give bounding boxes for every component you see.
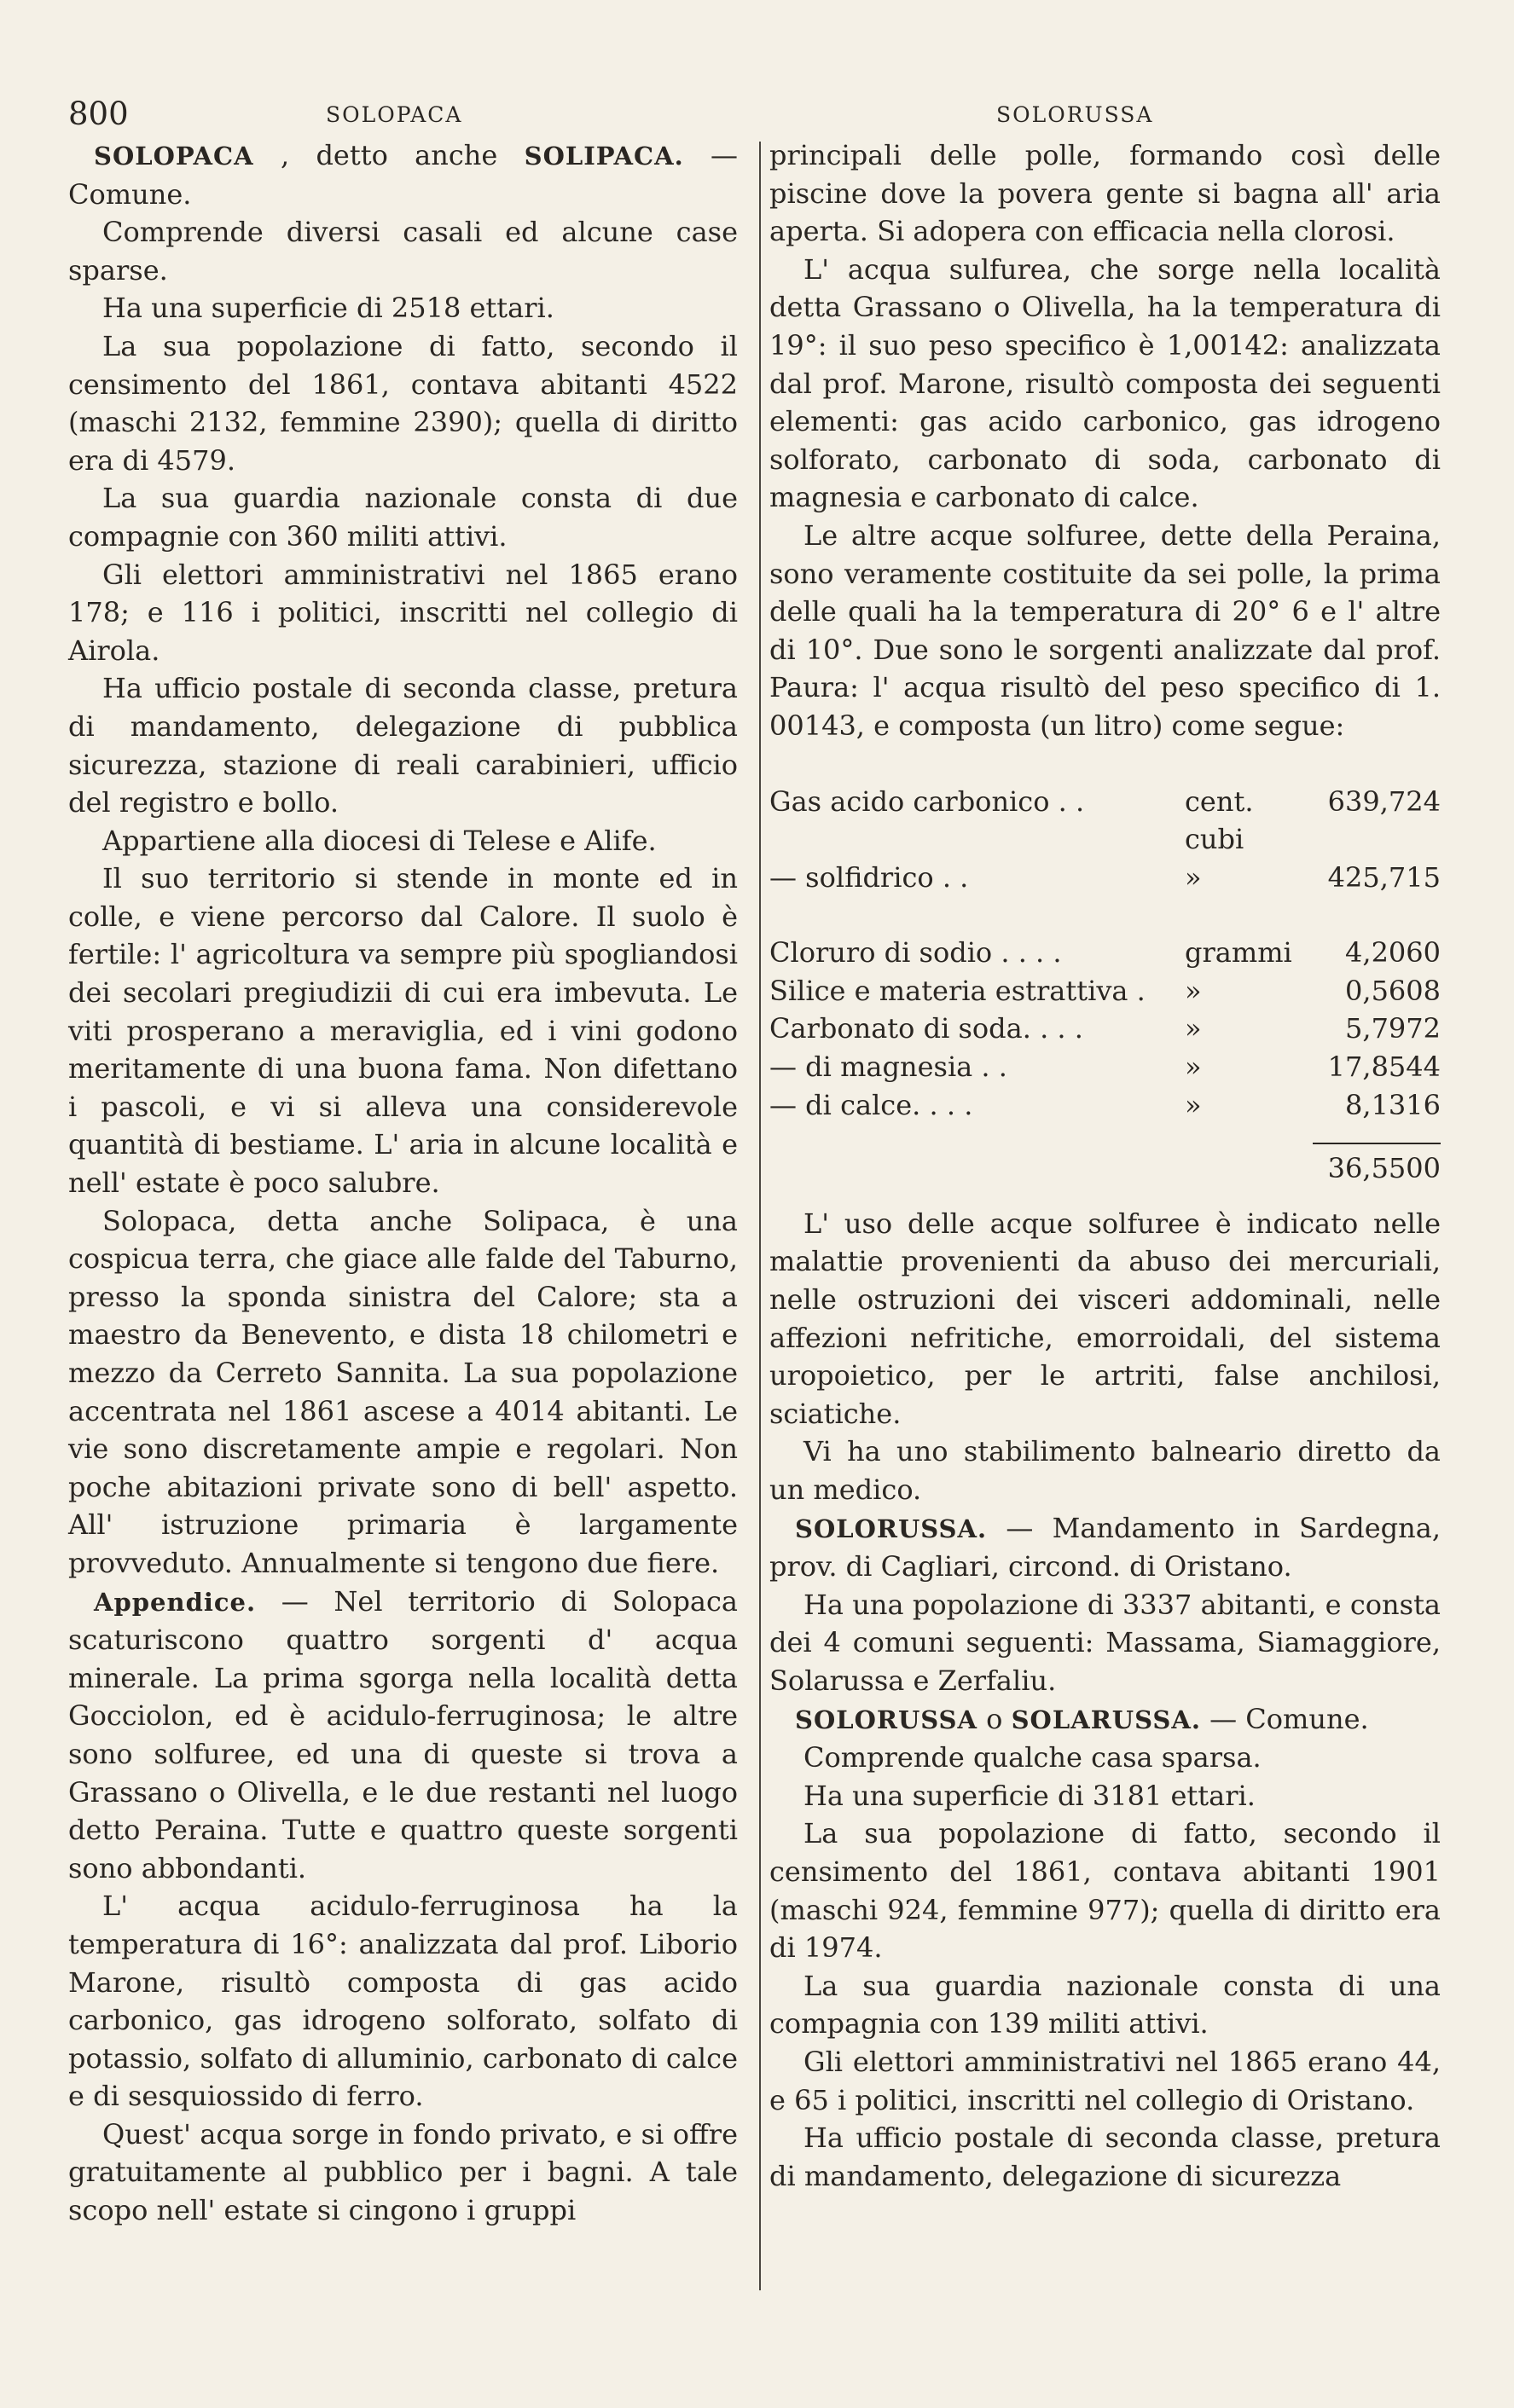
composition-row	[769, 1086, 1441, 1125]
total-rule	[1313, 1143, 1441, 1144]
composition-value: 0,5608	[1345, 974, 1441, 1007]
running-head-left: SOLOPACA	[326, 102, 463, 127]
composition-unit: cent. cubi	[1185, 784, 1254, 856]
paragraph: Ha ufficio postale di seconda classe, pretura di mandamento, delegazione di pubblica sicurezza, stazione di reali carabinieri, ufficio del registro e bollo.	[68, 672, 738, 819]
composition-unit: »	[1185, 974, 1202, 1007]
entry-alt-title: SOLARUSSA.	[1011, 1705, 1201, 1734]
entry-title: SOLORUSSA	[795, 1705, 977, 1734]
salt-composition-table	[769, 934, 1441, 1124]
composition-label: Silice e materia estrattiva .	[769, 974, 1146, 1007]
paragraph: principali delle polle, formando così delle piscine dove la povera gente si bagna all' aria aperta. Si adopera con efficacia nella clorosi.	[769, 139, 1441, 248]
appendix-label: Appendice.	[94, 1587, 257, 1617]
paragraph: L' uso delle acque solfuree è indicato nelle malattie provenienti da abuso dei mercuriali, nelle ostruzioni dei visceri addominali, nelle affezioni nefritiche, emorroidali, del sistema uropoietico, per le artriti, false anchilosi, sciatiche.	[769, 1207, 1441, 1430]
paragraph: L' acqua acidulo-ferruginosa ha la temperatura di 16°: analizzata dal prof. Liborio Marone, risultò composta di gas acido carbonico, gas idrogeno solforato, solfato di potassio, solfato di alluminio, carbonato di calce e di sesquiossido di ferro.	[68, 1890, 738, 2113]
composition-unit: grammi	[1185, 936, 1292, 970]
page-number: 800	[68, 96, 129, 132]
entry-heading-solorussa-comune	[769, 1700, 1441, 1739]
composition-row	[769, 783, 1441, 859]
paragraph: Vi ha uno stabilimento balneario diretto da un medico.	[769, 1435, 1441, 1506]
composition-row	[769, 972, 1441, 1010]
composition-value: 8,1316	[1345, 1088, 1441, 1121]
paragraph: Gli elettori amministrativi nel 1865 erano 44, e 65 i politici, inscritti nel collegio di Oristano.	[769, 2045, 1441, 2116]
paragraph: La sua guardia nazionale consta di due compagnie con 360 militi attivi.	[68, 482, 738, 553]
composition-row	[769, 934, 1441, 972]
left-column	[68, 136, 738, 2230]
composition-row	[769, 859, 1441, 897]
paragraph: La sua popolazione di fatto, secondo il censimento del 1861, contava abitanti 4522 (maschi 2132, femmine 2390); quella di diritto era di 4579.	[68, 329, 738, 477]
right-column	[769, 136, 1441, 2195]
paragraph: Comprende qualche casa sparsa.	[803, 1741, 1262, 1774]
composition-unit: »	[1185, 1088, 1202, 1121]
paragraph: Ha una popolazione di 3337 abitanti, e consta dei 4 comuni seguenti: Massama, Siamaggiore, Solarussa e Zerfaliu.	[769, 1588, 1441, 1697]
composition-unit: »	[1185, 1012, 1202, 1045]
entry-title-connector: , detto anche	[253, 139, 525, 171]
paragraph: Comprende diversi casali ed alcune case sparse.	[68, 216, 738, 287]
composition-label: — di calce. . . .	[769, 1088, 973, 1121]
composition-unit: »	[1185, 1051, 1202, 1084]
composition-value: 17,8544	[1327, 1051, 1441, 1084]
composition-row	[769, 1010, 1441, 1048]
composition-label: — di magnesia . .	[769, 1051, 1007, 1084]
entry-alt-title: SOLIPACA.	[524, 142, 684, 171]
composition-label: — solfidrico . .	[769, 860, 969, 894]
paragraph: L' acqua sulfurea, che sorge nella località detta Grassano o Olivella, ha la temperatura di 19°: il suo peso specifico è 1,00142: analizzata dal prof. Marone, risultò composta dei seguenti elementi: gas acido carbonico, gas idrogeno solforato, carbonato di soda, carbonato di magnesia e carbonato di calce.	[769, 252, 1441, 514]
composition-value: 639,724	[1327, 784, 1441, 818]
composition-row	[769, 1048, 1441, 1086]
composition-label: Carbonato di soda. . . .	[769, 1012, 1083, 1045]
appendix-text: — Nel territorio di Solopaca scaturiscono quattro sorgenti d' acqua minerale. La prima sgorga nella località detta Gocciolon, ed è acidulo-ferruginosa; le altre sono solfuree, ed una di queste si trova a Grassano o Olivella, e le due restanti nel luogo detto Peraina. Tutte e quattro queste sorgenti sono abbondanti.	[68, 1584, 738, 1884]
entry-title: SOLOPACA	[94, 142, 254, 171]
composition-value: 5,7972	[1345, 1012, 1441, 1045]
paragraph: Il suo territorio si stende in monte ed in colle, e viene percorso dal Calore. Il suolo è fertile: l' agricoltura va sempre più spogliandosi dei secolari pregiudizii di cui era imbevuta. Le viti prosperano a meraviglia, ed i vini godono meritamente di una buona fama. Non difettano i pascoli, e vi si alleva una considerevole quantità di bestiame. L' aria in alcune località e nell' estate è poco salubre.	[68, 862, 738, 1200]
entry-heading-solorussa-mandamento	[769, 1509, 1441, 1586]
composition-label: Gas acido carbonico . .	[769, 784, 1085, 818]
paragraph: Ha una superficie di 3181 ettari.	[803, 1779, 1256, 1812]
paragraph: Le altre acque solfuree, dette della Peraina, sono veramente costituite da sei polle, la prima delle quali ha la temperatura di 20° 6 e l' altre di 10°. Due sono le sorgenti analizzate dal prof. Paura: l' acqua risultò del peso specifico di 1. 00143, e composta (un litro) come segue:	[769, 518, 1441, 742]
paragraph: Quest' acqua sorge in fondo privato, e si offre gratuitamente al pubblico per i bagni. A tale scopo nell' estate si cingono i gruppi	[68, 2117, 738, 2227]
paragraph: La sua popolazione di fatto, secondo il censimento del 1861, contava abitanti 1901 (maschi 924, femmine 977); quella di diritto era di 1974.	[769, 1817, 1441, 1965]
composition-label: Cloruro di sodio . . . .	[769, 936, 1062, 970]
paragraph: Solopaca, detta anche Solipaca, è una cospicua terra, che giace alle falde del Taburno, presso la sponda sinistra del Calore; sta a maestro da Benevento, e dista 18 chilometri e mezzo da Cerreto Sannita. La sua popolazione accentrata nel 1861 ascese a 4014 abitanti. Le vie sono discretamente ampie e regolari. Non poche abitazioni private sono di bell' aspetto. All' istruzione primaria è largamente provveduto. Annualmente si tengono due fiere.	[68, 1204, 738, 1579]
running-head-right: SOLORUSSA	[996, 102, 1154, 127]
paragraph: Appartiene alla diocesi di Telese e Alife.	[102, 824, 657, 857]
composition-unit: »	[1185, 860, 1202, 894]
composition-total: 36,5500	[1327, 1152, 1441, 1185]
paragraph: Ha una superficie di 2518 ettari.	[102, 292, 554, 325]
paragraph: La sua guardia nazionale consta di una compagnia con 139 militi attivi.	[769, 1969, 1441, 2040]
entry-heading-solopaca	[68, 136, 738, 213]
entry-type: — Comune.	[1200, 1702, 1369, 1735]
entry-text: — Mandamento in Sardegna, prov. di Cagliari, circond. di Oristano.	[769, 1511, 1441, 1583]
composition-value: 4,2060	[1345, 936, 1441, 970]
entry-title: SOLORUSSA.	[795, 1514, 988, 1543]
column-divider	[759, 142, 761, 2290]
appendix-paragraph	[68, 1583, 738, 1888]
entry-type: — Comune.	[68, 139, 739, 211]
gas-composition-table	[769, 783, 1441, 897]
composition-value: 425,715	[1327, 860, 1441, 894]
paragraph: Ha ufficio postale di seconda classe, pretura di mandamento, delegazione di sicurezza	[769, 2121, 1441, 2192]
entry-title-connector: o	[977, 1702, 1012, 1735]
paragraph: Gli elettori amministrativi nel 1865 erano 178; e 116 i politici, inscritti nel collegio di Airola.	[68, 558, 738, 667]
